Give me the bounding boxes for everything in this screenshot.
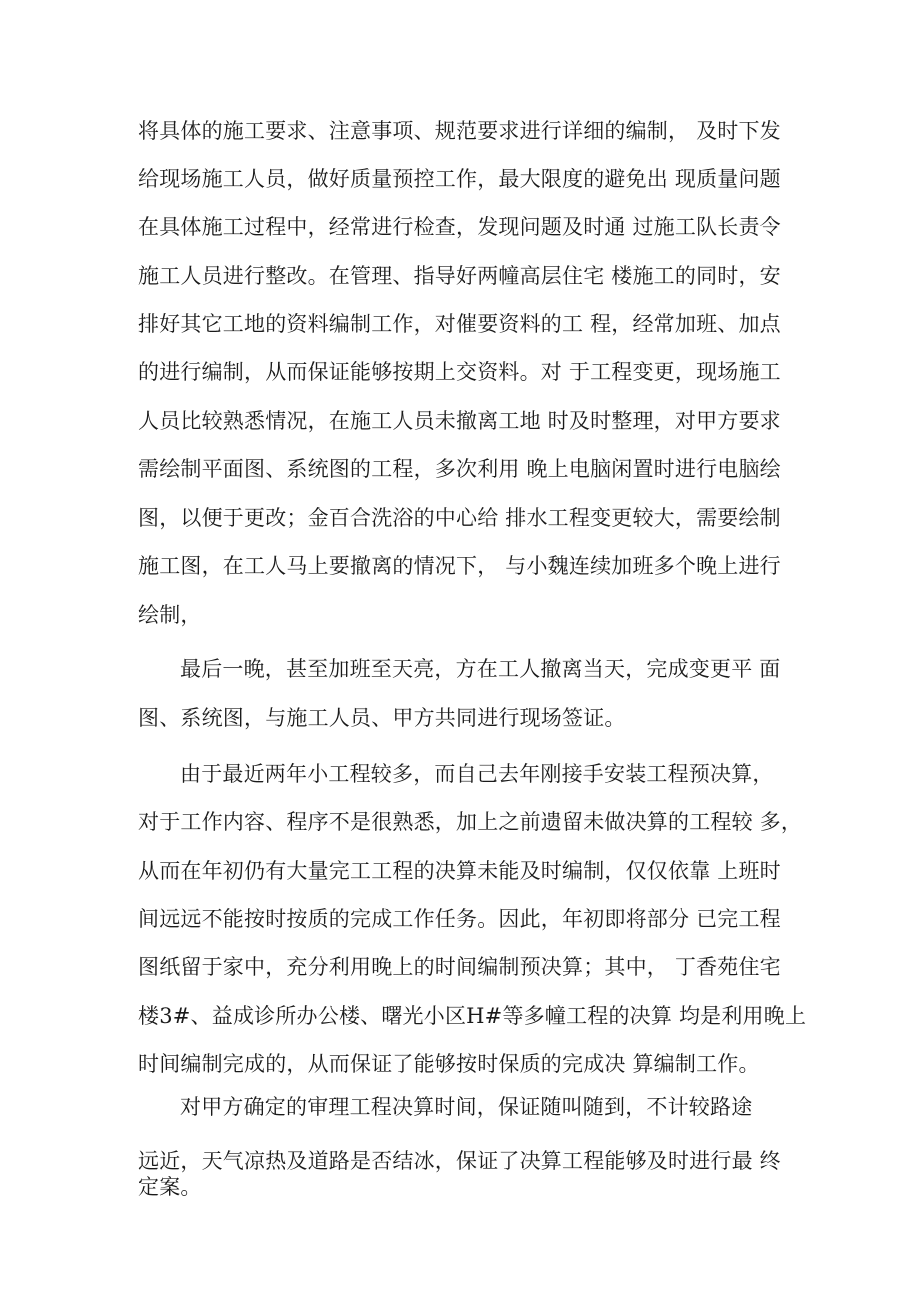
- text-line: 的进行编制，从而保证能够按期上交资料。对 于工程变更，现场施工: [138, 360, 781, 384]
- text-line: 图纸留于家中，充分利用晚上的时间编制预决算；其中， 丁香苑住宅: [138, 955, 781, 979]
- text-line: 对于工作内容、程序不是很熟悉，加上之前遗留未做决算的工程较 多，: [138, 810, 803, 834]
- text-line: 定案。: [138, 1175, 202, 1199]
- text-line: 对甲方确定的审理工程决算时间，保证随叫随到，不计较路途: [180, 1095, 753, 1119]
- text-line: 施工图，在工人马上要撤离的情况下， 与小魏连续加班多个晚上进行: [138, 554, 781, 578]
- text-line: 从而在年初仍有大量完工工程的决算未能及时编制，仅仅依靠 上班时: [138, 859, 781, 883]
- text-line: 间远远不能按时按质的完成工作任务。因此，年初即将部分 已完工程: [138, 907, 781, 931]
- text-line: 施工人员进行整改。在管理、指导好两幢高层住宅 楼施工的同时，安: [138, 264, 781, 288]
- text-line: 绘制，: [138, 603, 202, 627]
- text-line: 给现场施工人员，做好质量预控工作，最大限度的避免出 现质量问题: [138, 167, 781, 191]
- text-line: 需绘制平面图、系统图的工程，多次利用 晚上电脑闲置时进行电脑绘: [138, 457, 781, 481]
- text-line: 最后一晚，甚至加班至天亮，方在工人撤离当天，完成变更平 面: [180, 657, 781, 681]
- text-line: 时间编制完成的，从而保证了能够按时保质的完成决 算编制工作。: [138, 1052, 760, 1076]
- text-line: 由于最近两年小工程较多，而自己去年刚接手安装工程预决算，: [180, 762, 774, 786]
- text-line: 图、系统图，与施工人员、甲方共同进行现场签证。: [138, 706, 626, 730]
- text-line: 远近，天气凉热及道路是否结冰，保证了决算工程能够及时进行最 终: [138, 1149, 781, 1173]
- text-line: 将具体的施工要求、注意事项、规范要求进行详细的编制， 及时下发: [138, 119, 781, 143]
- text-line: 楼3#、益成诊所办公楼、曙光小区H#等多幢工程的决算 均是利用晚上: [138, 1004, 807, 1028]
- text-line: 排好其它工地的资料编制工作，对催要资料的工 程，经常加班、加点: [138, 312, 781, 336]
- text-line: 人员比较熟悉情况，在施工人员未撤离工地 时及时整理，对甲方要求: [138, 409, 781, 433]
- text-line: 在具体施工过程中，经常进行检查，发现问题及时通 过施工队长责令: [138, 215, 781, 239]
- text-line: 图，以便于更改；金百合洗浴的中心给 排水工程变更较大，需要绘制: [138, 506, 781, 530]
